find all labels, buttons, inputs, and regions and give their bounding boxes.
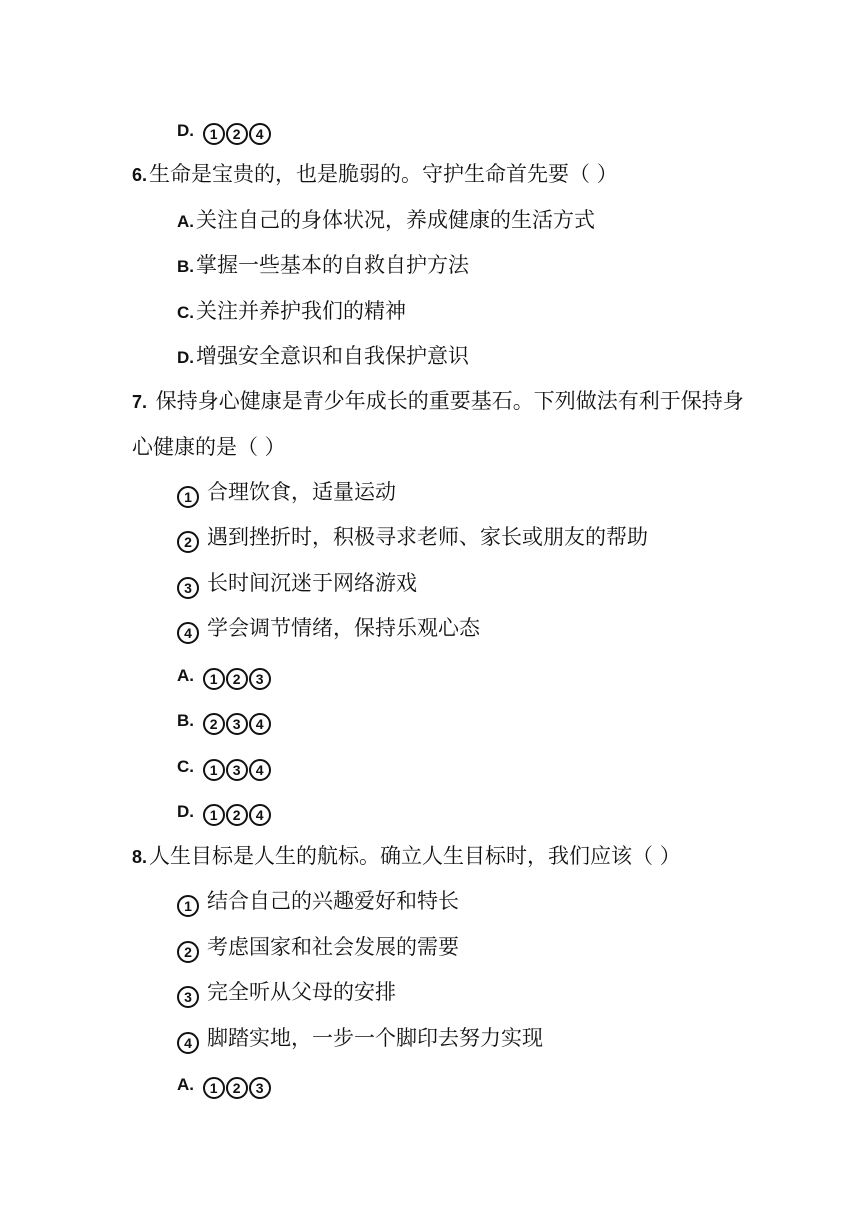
- option-label: C.: [177, 303, 194, 322]
- question-8: [132, 841, 681, 871]
- circled-number: 4: [249, 123, 271, 145]
- circled-number: 2: [177, 531, 199, 553]
- option-label: D.: [177, 802, 194, 821]
- circled-number: 3: [249, 1077, 271, 1099]
- circled-number: 2: [226, 123, 248, 145]
- circled-number: 3: [177, 986, 199, 1008]
- statement-text: 长时间沉迷于网络游戏: [207, 571, 417, 595]
- option-label: A.: [177, 1075, 194, 1094]
- question-text: 心健康的是（ ）: [132, 435, 286, 459]
- circled-number: 4: [249, 759, 271, 781]
- circled-number: 4: [177, 622, 199, 644]
- question-text: 保持身心健康是青少年成长的重要基石。下列做法有利于保持身: [155, 389, 744, 413]
- option-label: A.: [177, 212, 194, 231]
- circled-number: 4: [177, 1032, 199, 1054]
- question-number: 7.: [132, 392, 148, 412]
- circled-number: 4: [249, 713, 271, 735]
- question-text: 人生目标是人生的航标。确立人生目标时，我们应该（ ）: [149, 844, 681, 868]
- question-number: 8.: [132, 847, 148, 867]
- q8-statement-1: [177, 886, 459, 916]
- option-text: 掌握一些基本的自救自护方法: [196, 253, 469, 277]
- q6-option-b: [177, 250, 469, 280]
- circled-number: 2: [226, 804, 248, 826]
- q7-option-b: [177, 704, 272, 734]
- prev-option-d: [177, 114, 272, 144]
- q7-option-a: [177, 659, 272, 689]
- q7-option-d: [177, 795, 272, 825]
- q7-statement-1: [177, 477, 396, 507]
- q6-option-c: [177, 296, 406, 326]
- statement-text: 学会调节情绪，保持乐观心态: [207, 616, 480, 640]
- question-7-continued: [132, 432, 286, 462]
- statement-text: 结合自己的兴趣爱好和特长: [207, 889, 459, 913]
- question-text: 生命是宝贵的，也是脆弱的。守护生命首先要（ ）: [149, 162, 618, 186]
- circled-number: 1: [203, 668, 225, 690]
- statement-text: 遇到挫折时，积极寻求老师、家长或朋友的帮助: [207, 525, 648, 549]
- statement-text: 完全听从父母的安排: [207, 980, 396, 1004]
- circled-number: 1: [177, 486, 199, 508]
- question-7: [132, 386, 744, 416]
- q8-statement-3: [177, 977, 396, 1007]
- option-label: D.: [177, 348, 194, 367]
- option-text: 关注自己的身体状况，养成健康的生活方式: [196, 208, 595, 232]
- circled-number: 3: [226, 713, 248, 735]
- q7-statement-3: [177, 568, 417, 598]
- circled-number: 2: [203, 713, 225, 735]
- circled-number: 1: [203, 759, 225, 781]
- circled-number: 3: [177, 577, 199, 599]
- q8-statement-4: [177, 1023, 543, 1053]
- circled-number: 1: [203, 1077, 225, 1099]
- option-label: B.: [177, 711, 194, 730]
- statement-text: 合理饮食，适量运动: [207, 480, 396, 504]
- circled-number: 3: [226, 759, 248, 781]
- question-number: 6.: [132, 165, 148, 185]
- q6-option-d: [177, 341, 469, 371]
- circled-number: 1: [203, 123, 225, 145]
- question-6: [132, 159, 618, 189]
- q7-statement-2: [177, 522, 648, 552]
- option-label: B.: [177, 257, 194, 276]
- circled-number: 2: [177, 941, 199, 963]
- q8-option-a: [177, 1068, 272, 1098]
- circled-number: 2: [226, 668, 248, 690]
- q8-statement-2: [177, 932, 459, 962]
- option-label: D.: [177, 121, 194, 140]
- circled-number: 3: [249, 668, 271, 690]
- circled-number: 1: [177, 895, 199, 917]
- option-label: A.: [177, 666, 194, 685]
- statement-text: 考虑国家和社会发展的需要: [207, 935, 459, 959]
- q7-statement-4: [177, 613, 480, 643]
- q7-option-c: [177, 750, 272, 780]
- circled-number: 2: [226, 1077, 248, 1099]
- statement-text: 脚踏实地，一步一个脚印去努力实现: [207, 1026, 543, 1050]
- option-label: C.: [177, 757, 194, 776]
- option-text: 关注并养护我们的精神: [196, 299, 406, 323]
- q6-option-a: [177, 205, 595, 235]
- circled-number: 4: [249, 804, 271, 826]
- option-text: 增强安全意识和自我保护意识: [196, 344, 469, 368]
- circled-number: 1: [203, 804, 225, 826]
